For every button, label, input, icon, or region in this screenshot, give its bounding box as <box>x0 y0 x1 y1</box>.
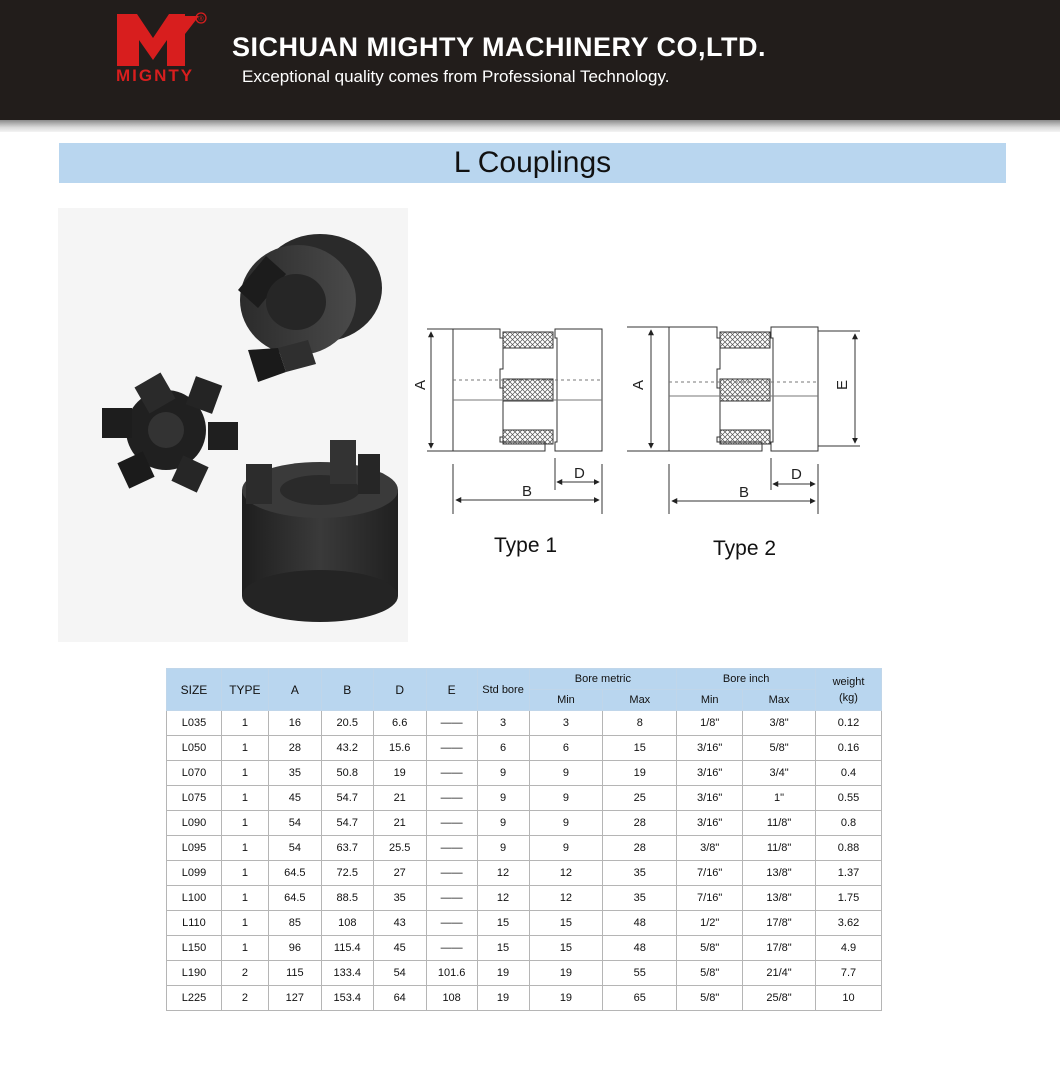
cell-inch-min: 5/8" <box>677 961 743 986</box>
cell-metric-max: 28 <box>603 836 677 861</box>
cell-d: 45 <box>373 936 426 961</box>
table-row <box>167 961 882 986</box>
cell-d: 27 <box>373 861 426 886</box>
cell-e: —— <box>426 886 477 911</box>
cell-a: 16 <box>268 711 321 736</box>
cell-d: 21 <box>373 811 426 836</box>
cell-metric-min: 9 <box>529 836 603 861</box>
cell-weight: 10 <box>816 986 882 1011</box>
cell-weight: 0.12 <box>816 711 882 736</box>
cell-metric-max: 55 <box>603 961 677 986</box>
cell-a: 96 <box>268 936 321 961</box>
cell-weight: 1.37 <box>816 861 882 886</box>
cell-d: 35 <box>373 886 426 911</box>
header-b: B <box>321 669 373 711</box>
cell-metric-max: 35 <box>603 886 677 911</box>
cell-size: L150 <box>167 936 222 961</box>
cell-size: L095 <box>167 836 222 861</box>
type1-dim-a: A <box>412 379 429 390</box>
cell-std-bore: 15 <box>477 911 529 936</box>
cell-std-bore: 19 <box>477 961 529 986</box>
cell-d: 25.5 <box>373 836 426 861</box>
cell-type: 1 <box>221 811 268 836</box>
header-weight <box>816 669 882 711</box>
cell-inch-min: 1/2" <box>677 911 743 936</box>
header-type: TYPE <box>221 669 268 711</box>
cell-size: L070 <box>167 761 222 786</box>
header-std-bore: Std bore <box>477 669 529 711</box>
cell-inch-max: 5/8" <box>743 736 816 761</box>
table-row <box>167 761 882 786</box>
cell-b: 63.7 <box>321 836 373 861</box>
cell-b: 153.4 <box>321 986 373 1011</box>
cell-metric-min: 15 <box>529 911 603 936</box>
header-bore-metric: Bore metric <box>529 669 677 690</box>
cell-e: —— <box>426 811 477 836</box>
cell-size: L225 <box>167 986 222 1011</box>
type2-label: Type 2 <box>713 537 777 560</box>
cell-inch-min: 3/16" <box>677 761 743 786</box>
table-row <box>167 786 882 811</box>
cell-d: 64 <box>373 986 426 1011</box>
cell-inch-max: 25/8" <box>743 986 816 1011</box>
header-bore-inch: Bore inch <box>677 669 816 690</box>
cell-std-bore: 15 <box>477 936 529 961</box>
header-weight-label: weight <box>832 675 865 688</box>
cell-e: 101.6 <box>426 961 477 986</box>
cell-d: 19 <box>373 761 426 786</box>
cell-metric-min: 6 <box>529 736 603 761</box>
cell-size: L190 <box>167 961 222 986</box>
table-row <box>167 986 882 1011</box>
cell-std-bore: 9 <box>477 811 529 836</box>
cell-a: 64.5 <box>268 861 321 886</box>
cell-type: 1 <box>221 761 268 786</box>
cell-inch-min: 7/16" <box>677 861 743 886</box>
cell-weight: 0.8 <box>816 811 882 836</box>
cell-inch-min: 5/8" <box>677 936 743 961</box>
cell-b: 133.4 <box>321 961 373 986</box>
cell-b: 115.4 <box>321 936 373 961</box>
cell-a: 127 <box>268 986 321 1011</box>
header-divider <box>0 120 1060 132</box>
cell-a: 85 <box>268 911 321 936</box>
cell-e: —— <box>426 736 477 761</box>
cell-inch-max: 1" <box>743 786 816 811</box>
product-photo <box>58 208 408 642</box>
top-hub <box>238 234 382 382</box>
type1-dim-b: B <box>522 483 533 500</box>
cell-e: —— <box>426 711 477 736</box>
cell-metric-min: 9 <box>529 761 603 786</box>
cell-weight: 7.7 <box>816 961 882 986</box>
cell-weight: 0.55 <box>816 786 882 811</box>
title-band <box>59 143 1006 183</box>
registered-mark: ® <box>198 16 204 23</box>
table-row <box>167 911 882 936</box>
cell-inch-min: 3/16" <box>677 736 743 761</box>
cell-a: 28 <box>268 736 321 761</box>
cell-type: 2 <box>221 986 268 1011</box>
header-metric-max: Max <box>603 690 677 711</box>
cell-metric-min: 9 <box>529 786 603 811</box>
cell-type: 1 <box>221 936 268 961</box>
cell-e: —— <box>426 786 477 811</box>
cell-inch-min: 7/16" <box>677 886 743 911</box>
cell-a: 64.5 <box>268 886 321 911</box>
mighty-logo-icon <box>115 10 207 68</box>
type2-dim-b: B <box>739 484 750 501</box>
cell-metric-min: 15 <box>529 936 603 961</box>
cell-size: L050 <box>167 736 222 761</box>
cell-weight: 0.16 <box>816 736 882 761</box>
header-inch-max: Max <box>743 690 816 711</box>
cell-d: 21 <box>373 786 426 811</box>
cell-e: 108 <box>426 986 477 1011</box>
cell-e: —— <box>426 836 477 861</box>
cell-std-bore: 19 <box>477 986 529 1011</box>
cell-inch-max: 11/8" <box>743 811 816 836</box>
table-row <box>167 861 882 886</box>
header-a: A <box>268 669 321 711</box>
cell-metric-min: 9 <box>529 811 603 836</box>
cell-weight: 4.9 <box>816 936 882 961</box>
spec-table <box>166 668 882 1011</box>
cell-b: 108 <box>321 911 373 936</box>
cell-metric-min: 12 <box>529 886 603 911</box>
cell-metric-max: 48 <box>603 911 677 936</box>
header-weight-unit: (kg) <box>839 691 858 704</box>
type2-dim-e: E <box>834 379 851 390</box>
type1-label: Type 1 <box>494 534 558 557</box>
cell-metric-max: 28 <box>603 811 677 836</box>
cell-metric-min: 3 <box>529 711 603 736</box>
coupling-photo-illustration <box>58 208 408 642</box>
cell-b: 50.8 <box>321 761 373 786</box>
cell-d: 6.6 <box>373 711 426 736</box>
cell-metric-max: 65 <box>603 986 677 1011</box>
type2-dim-a: A <box>630 379 647 390</box>
cell-b: 88.5 <box>321 886 373 911</box>
table-row <box>167 736 882 761</box>
header-size: SIZE <box>167 669 222 711</box>
cell-metric-max: 8 <box>603 711 677 736</box>
cell-inch-min: 1/8" <box>677 711 743 736</box>
cell-metric-min: 19 <box>529 986 603 1011</box>
cell-metric-max: 19 <box>603 761 677 786</box>
cell-e: —— <box>426 936 477 961</box>
cell-inch-max: 3/8" <box>743 711 816 736</box>
cell-type: 1 <box>221 711 268 736</box>
cell-type: 2 <box>221 961 268 986</box>
table-header-row <box>167 669 882 690</box>
cell-a: 35 <box>268 761 321 786</box>
cell-type: 1 <box>221 911 268 936</box>
company-name: SICHUAN MIGHTY MACHINERY CO,LTD. <box>232 32 767 62</box>
spider-insert <box>102 373 238 493</box>
cell-inch-max: 21/4" <box>743 961 816 986</box>
cell-weight: 0.88 <box>816 836 882 861</box>
cell-std-bore: 9 <box>477 761 529 786</box>
cell-metric-min: 19 <box>529 961 603 986</box>
cell-type: 1 <box>221 786 268 811</box>
cell-d: 15.6 <box>373 736 426 761</box>
cell-std-bore: 3 <box>477 711 529 736</box>
cell-a: 54 <box>268 836 321 861</box>
cell-metric-min: 12 <box>529 861 603 886</box>
table-row <box>167 936 882 961</box>
cell-metric-max: 15 <box>603 736 677 761</box>
table-row <box>167 711 882 736</box>
header-d: D <box>373 669 426 711</box>
cell-inch-max: 13/8" <box>743 886 816 911</box>
dimension-diagrams <box>405 232 925 652</box>
cell-e: —— <box>426 861 477 886</box>
header-e: E <box>426 669 477 711</box>
cell-a: 54 <box>268 811 321 836</box>
cell-inch-min: 3/16" <box>677 811 743 836</box>
cell-weight: 1.75 <box>816 886 882 911</box>
cell-std-bore: 9 <box>477 836 529 861</box>
cell-inch-min: 3/16" <box>677 786 743 811</box>
cell-inch-max: 17/8" <box>743 911 816 936</box>
cell-inch-max: 17/8" <box>743 936 816 961</box>
cell-metric-max: 35 <box>603 861 677 886</box>
cell-inch-max: 13/8" <box>743 861 816 886</box>
cell-e: —— <box>426 911 477 936</box>
cell-b: 72.5 <box>321 861 373 886</box>
table-body <box>167 711 882 1011</box>
table-row <box>167 886 882 911</box>
cell-inch-max: 11/8" <box>743 836 816 861</box>
cell-d: 54 <box>373 961 426 986</box>
type2-dim-d: D <box>791 466 802 483</box>
company-slogan: Exceptional quality comes from Professional Technology. <box>242 67 670 86</box>
cell-inch-min: 3/8" <box>677 836 743 861</box>
cell-metric-max: 48 <box>603 936 677 961</box>
cell-inch-max: 3/4" <box>743 761 816 786</box>
cell-type: 1 <box>221 736 268 761</box>
table-row <box>167 836 882 861</box>
cell-metric-max: 25 <box>603 786 677 811</box>
cell-b: 43.2 <box>321 736 373 761</box>
header-banner <box>0 0 1060 124</box>
cell-e: —— <box>426 761 477 786</box>
cell-size: L099 <box>167 861 222 886</box>
header-inch-min: Min <box>677 690 743 711</box>
type1-diagram <box>427 329 602 514</box>
cell-b: 54.7 <box>321 786 373 811</box>
cell-d: 43 <box>373 911 426 936</box>
cell-type: 1 <box>221 886 268 911</box>
logo-text: MIGNTY <box>116 66 195 85</box>
cell-size: L090 <box>167 811 222 836</box>
cell-a: 115 <box>268 961 321 986</box>
cell-type: 1 <box>221 836 268 861</box>
cell-weight: 0.4 <box>816 761 882 786</box>
table-row <box>167 811 882 836</box>
cell-std-bore: 12 <box>477 886 529 911</box>
cell-std-bore: 9 <box>477 786 529 811</box>
cell-size: L035 <box>167 711 222 736</box>
cell-type: 1 <box>221 861 268 886</box>
cell-size: L110 <box>167 911 222 936</box>
cell-std-bore: 12 <box>477 861 529 886</box>
bottom-hub <box>242 440 398 622</box>
cell-size: L075 <box>167 786 222 811</box>
page-title: L Couplings <box>453 146 612 179</box>
cell-a: 45 <box>268 786 321 811</box>
cell-b: 20.5 <box>321 711 373 736</box>
cell-size: L100 <box>167 886 222 911</box>
cell-inch-min: 5/8" <box>677 986 743 1011</box>
header-metric-min: Min <box>529 690 603 711</box>
type1-dim-d: D <box>574 465 585 482</box>
cell-b: 54.7 <box>321 811 373 836</box>
cell-std-bore: 6 <box>477 736 529 761</box>
cell-weight: 3.62 <box>816 911 882 936</box>
